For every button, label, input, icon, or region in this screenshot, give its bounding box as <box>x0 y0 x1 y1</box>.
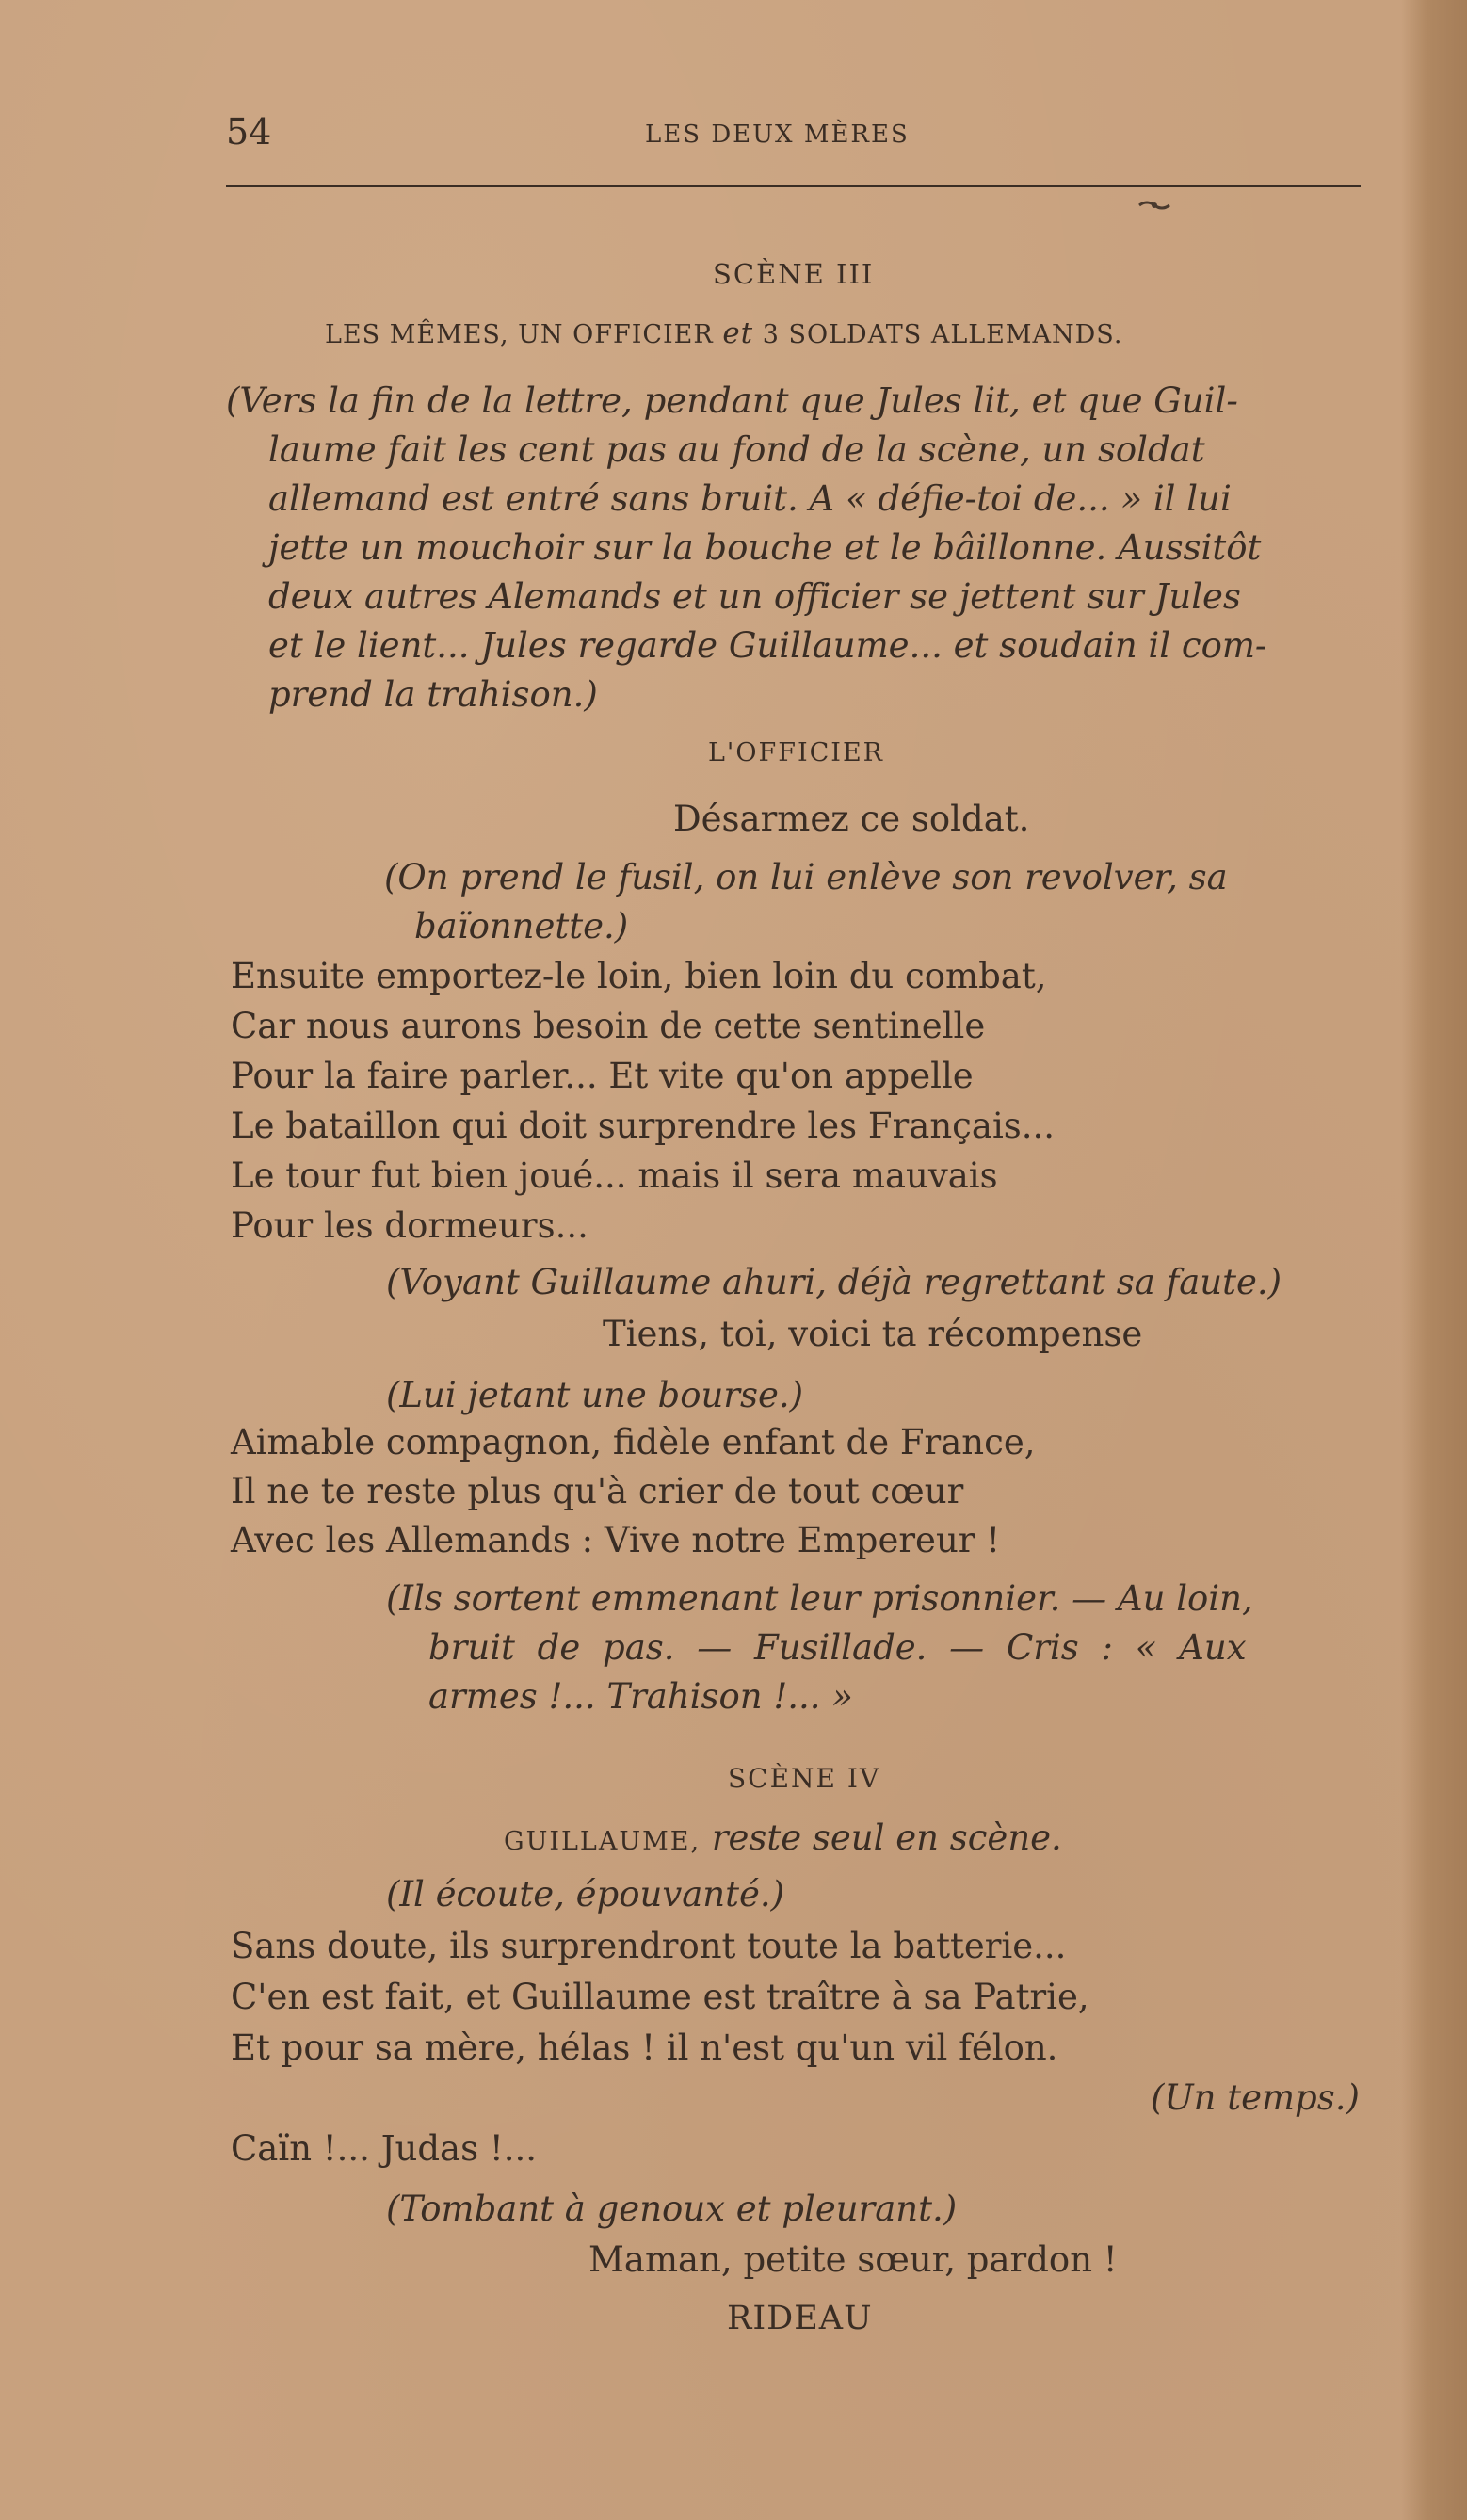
direction-line: allemand est entré sans bruit. A « défie-toi de... » il lui <box>268 478 1232 519</box>
curtain-label: RIDEAU <box>727 2300 873 2337</box>
direction-line: (Il écoute, épouvanté.) <box>386 1874 785 1914</box>
scene-4-cast <box>504 1817 1062 1858</box>
verse-line: Avec les Allemands : Vive notre Empereur ! <box>231 1520 1001 1560</box>
scene-3-cast <box>325 316 1122 350</box>
verse-line: Car nous aurons besoin de cette sentinelle <box>231 1006 986 1046</box>
scene-3-title: SCÈNE III <box>713 258 875 290</box>
verse-line: Le tour fut bien joué... mais il sera mauvais <box>231 1155 998 1196</box>
direction-line: armes !... Trahison !... » <box>428 1676 853 1717</box>
verse-line: C'en est fait, et Guillaume est traître à sa Patrie, <box>231 1977 1089 2017</box>
direction-line: laume fait les cent pas au fond de la scène, un soldat <box>268 429 1205 470</box>
verse-line: Aimable compagnon, fidèle enfant de France, <box>231 1422 1036 1462</box>
verse-line: Le bataillon qui doit surprendre les Français... <box>231 1106 1056 1146</box>
direction-line: (Lui jetant une bourse.) <box>386 1375 804 1415</box>
verse-line: Sans doute, ils surprendront toute la batterie... <box>231 1926 1067 1966</box>
direction-line: (Vers la fin de la lettre, pendant que Jules lit, et que Guil- <box>226 380 1238 421</box>
direction-line: jette un mouchoir sur la bouche et le bâillonne. Aussitôt <box>268 527 1262 568</box>
cast-names: LES MÊMES, UN OFFICIER <box>325 320 714 349</box>
cast-guillaume: GUILLAUME, <box>504 1827 701 1856</box>
speaker-officier: L'OFFICIER <box>708 738 884 767</box>
direction-line: (Un temps.) <box>1151 2077 1360 2118</box>
cast-soldiers: 3 SOLDATS ALLEMANDS. <box>762 320 1123 349</box>
verse-line: Pour les dormeurs... <box>231 1205 588 1246</box>
verse-line: Désarmez ce soldat. <box>673 799 1030 839</box>
page-number: 54 <box>226 111 272 153</box>
verse-line: Et pour sa mère, hélas ! il n'est qu'un vil félon. <box>231 2027 1058 2068</box>
verse-line: Maman, petite sœur, pardon ! <box>588 2239 1118 2280</box>
cast-et: et <box>722 316 754 350</box>
scene-4-title: SCÈNE IV <box>728 1763 881 1794</box>
running-title: LES DEUX MÈRES <box>645 121 910 149</box>
verse-line: Tiens, toi, voici ta récompense <box>603 1314 1143 1354</box>
direction-line: prend la trahison.) <box>268 674 598 715</box>
verse-line: Caïn !... Judas !... <box>231 2128 538 2169</box>
direction-line: (On prend le fusil, on lui enlève son revolver, sa <box>384 857 1228 897</box>
direction-line: (Ils sortent emmenant leur prisonnier. — Au loin, <box>386 1578 1253 1619</box>
verse-line: Il ne te reste plus qu'à crier de tout cœur <box>231 1471 964 1511</box>
direction-line: et le lient... Jules regarde Guillaume... et soudain il com- <box>268 625 1267 666</box>
direction-line: deux autres Alemands et un officier se jettent sur Jules <box>268 576 1241 617</box>
header-rule <box>226 185 1361 187</box>
verse-line: Pour la faire parler... Et vite qu'on appelle <box>231 1056 974 1096</box>
direction-line: (Voyant Guillaume ahuri, déjà regrettant sa faute.) <box>386 1262 1282 1302</box>
direction-line: baïonnette.) <box>414 906 629 946</box>
ornament-icon <box>1137 198 1171 213</box>
cast-reste: reste seul en scène. <box>711 1817 1062 1858</box>
direction-line: bruit de pas. — Fusillade. — Cris : « Aux <box>428 1627 1247 1668</box>
verse-line: Ensuite emportez-le loin, bien loin du combat, <box>231 956 1047 996</box>
direction-line: (Tombant à genoux et pleurant.) <box>386 2189 958 2229</box>
page-edge <box>1401 0 1467 2520</box>
